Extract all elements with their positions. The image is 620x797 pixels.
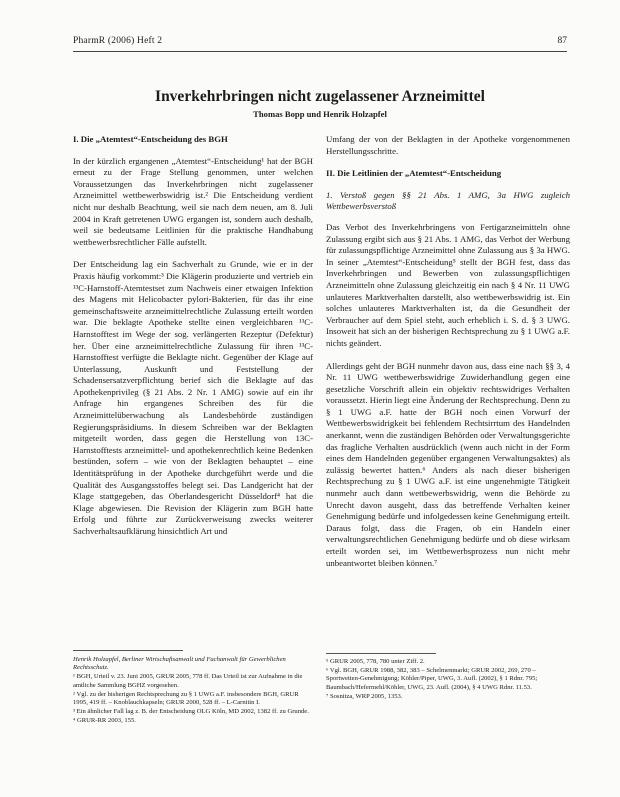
footnote: ⁷ Sosnitza, WRP 2005, 1353.: [326, 692, 403, 700]
running-header: [73, 36, 567, 50]
author-note: Henrik Holzapfel, Berliner Wirtschaftsanwalt und Fachanwalt für Gewerblichen Rechtsschutz.: [73, 656, 286, 672]
page-number: 87: [557, 36, 567, 46]
paragraph: Der Entscheidung lag ein Sachverhalt zu Grunde, wie er in der Praxis häufig vorkommt:³ Die Klägerin produzierte und vertrieb ein ¹³C-Harnstoff-Atemtestset zum Nachweis einer etwaigen Infektion des Magens mit Helicobacter pylori-Bakterien, für das ihr eine gemeinschaftsweite arzneimittelrechtliche Zulassung erteilt worden war. Die beklagte Apotheke stellte einen vergleichbaren ¹³C-Harnstofftest im Wege der sog. verlängerten Rezeptur (Defektur) her. Über eine arzneimittelrechtliche Zulassung für ihren ¹³C-Harnstofftest verfügte die Beklagte nicht. Gegenüber der Klage auf Unterlassung, Auskunft und Feststellung der Schadensersatzverpflichtung berief sich die Beklagte auf das Apothekenprivileg (§ 21 Abs. 2 Nr. 1 AMG) sowie auf ein ihr Anfrage hin ergangenes Schreiben des für die Arzneimittelüberwachung als Landesbehörde zuständigen Regierungspräsidiums. In diesem Schreiben war der Beklagten mitgeteilt worden, dass gegen die Herstellung von 13C-Harnstofftests arzneimittel- und apothekenrechtlich keine Bedenken bestünden, sofern – wie von der Beklagten behauptet – eine Identitätsprüfung in der Apotheke durchgeführt werde und die Qualität des Ausgangsstoffes belegt sei. Das Landgericht hat der Klage stattgegeben, das Oberlandesgericht Düsseldorf⁴ hat die Klage abgewiesen. Die Revision der Klägerin zum BGH hatte Erfolg und führte zur Zurückverweisung zwecks weiterer Sachverhaltsaufklärung hinsichtlich Art und: [73, 259, 313, 536]
section-heading-2: II. Die Leitlinien der „Atemtest“-Entscheidung: [326, 168, 502, 179]
paragraph: Das Verbot des Inverkehrbringens von Fertigarzneimitteln ohne Zulassung ergibt sich aus § 21 Abs. 1 AMG, das Verbot der Werbung für zulassungspflichtige Arzneimittel ohne Zulassung aus § 3a HWG. In seiner „Atemtest“-Entscheidung⁵ stellt der BGH fest, dass das Inverkehrbringen und Bewerben von zulassungspflichtigen Arzneimitteln ohne Zulassung gleichzeitig ein nach § 4 Nr. 11 UWG unlauteres Marktverhalten darstellt, also wettbewerbswidrig ist. Ein solches unlauteres Marktverhalten ist, da die Gesundheit der Verbraucher auf dem Spiel steht, auch erheblich i. S. d. § 3 UWG. Insoweit hat sich an der bisherigen Rechtsprechung zu § 1 UWG a.F. nichts geändert.: [326, 221, 570, 348]
footnotes-right: [326, 658, 570, 702]
footnote: ³ Ein ähnlicher Fall lag z. B. der Entscheidung OLG Köln, MD 2002, 1382 ff. zu Grunde.: [73, 707, 309, 715]
footnote: ¹ BGH, Urteil v. 23. Juni 2005, GRUR 2005, 778 ff. Das Urteil ist zur Aufnahme in die amtliche Sammlung BGHZ vorgesehen.: [73, 673, 303, 689]
left-column: [73, 134, 313, 549]
paragraph: In der kürzlich ergangenen „Atemtest“-Entscheidung¹ hat der BGH erneut zu der Frage Stellung genommen, unter welchen Voraussetzungen das Inverkehrbringen nicht zugelassener Arzneimittel wettbewerbswidrig ist.² Die Entscheidung verdient nicht nur deshalb Beachtung, weil sie nach dem neuen, am 8. Juli 2004 in Kraft getretenen UWG ergangen ist, sondern auch deshalb, weil sie bedeutsame Leitlinien für die praktische Handhabung wettbewerbsrechtlicher Fälle aufstellt.: [73, 155, 313, 247]
footnote: ⁴ GRUR-RR 2003, 155.: [73, 716, 136, 724]
journal-name: PharmR (2006) Heft 2: [73, 36, 163, 46]
article-title: Inverkehrbringen nicht zugelassener Arzneimittel: [155, 88, 485, 105]
footnote: ⁵ GRUR 2005, 778, 780 unter Ziff. 2.: [326, 658, 425, 665]
section-heading-1: I. Die „Atemtest“-Entscheidung des BGH: [73, 134, 228, 144]
header-rule: [73, 51, 567, 52]
article-authors: Thomas Bopp und Henrik Holzapfel: [253, 109, 387, 119]
footnotes-left: [73, 656, 313, 726]
footnote-rule: [73, 650, 183, 651]
right-column: [326, 134, 570, 580]
footnote-rule: [326, 653, 436, 654]
paragraph: Umfang der von der Beklagten in der Apotheke vorgenommenen Herstellungsschritte.: [326, 134, 570, 156]
paragraph: Allerdings geht der BGH nunmehr davon aus, dass eine nach §§ 3, 4 Nr. 11 UWG wettbewerbswidrige Zuwiderhandlung gegen eine gesetzliche Vorschrift allein ein objektiv rechtswidriges Verhalten voraussetzt. Hierin liegt eine Änderung der Rechtsprechung. Denn zu § 1 UWG a.F. hatte der BGH noch einen Vorwurf der Wettbewerbswidrigkeit bei fehlendem Rechtsirrtum des Handelnden anerkannt, wenn die zuständigen Behörden oder Verwaltungsgerichte das fragliche Verhalten ausdrücklich (wenn auch nicht in der Form eines dem Handelnden gegenüber ergangenen Verwaltungsaktes) als zulässig bewertet hatten.⁶ Anders als nach dieser bisherigen Rechtsprechung zu § 1 UWG a.F. ist eine ungenehmigte Tätigkeit nunmehr auch dann wettbewerbswidrig, wenn die Behörde zu Unrecht davon ausgeht, dass das betreffende Verhalten keiner Genehmigung bedürfe und infolgedessen keine Genehmigung erteilt. Daraus folgt, dass die Fragen, ob ein Handeln einer verwaltungsrechtlichen Genehmigung bedürfe und ob diese wirksam erteilt worden sei, im Wettbewerbsprozess nun nicht mehr unbeantwortet bleiben können.⁷: [326, 360, 570, 568]
subsection-heading: 1. Verstoß gegen §§ 21 Abs. 1 AMG, 3a HWG zugleich Wettbewerbsverstoß: [326, 189, 570, 212]
footnote: ⁶ Vgl. BGH, GRUR 1988, 382, 383 – Schelmenmarkt; GRUR 2002, 269, 270 – Sportwetten-Genehmigung; Köhler/Piper, UWG, 3. Aufl. (2002), § 1 Rdnr. 795; Baumbach/Hefermehl/Köhler, UWG, 23. Aufl. (2004), § 4 UWG Rdnr. 11.53.: [326, 666, 538, 691]
footnote: ² Vgl. zu der bisherigen Rechtsprechung zu § 1 UWG a.F. insbesondere BGH, GRUR 1995, 419 ff. – Knoblauchkapseln; GRUR 2000, 528 ff. – L-Carnitin I.: [73, 690, 299, 707]
